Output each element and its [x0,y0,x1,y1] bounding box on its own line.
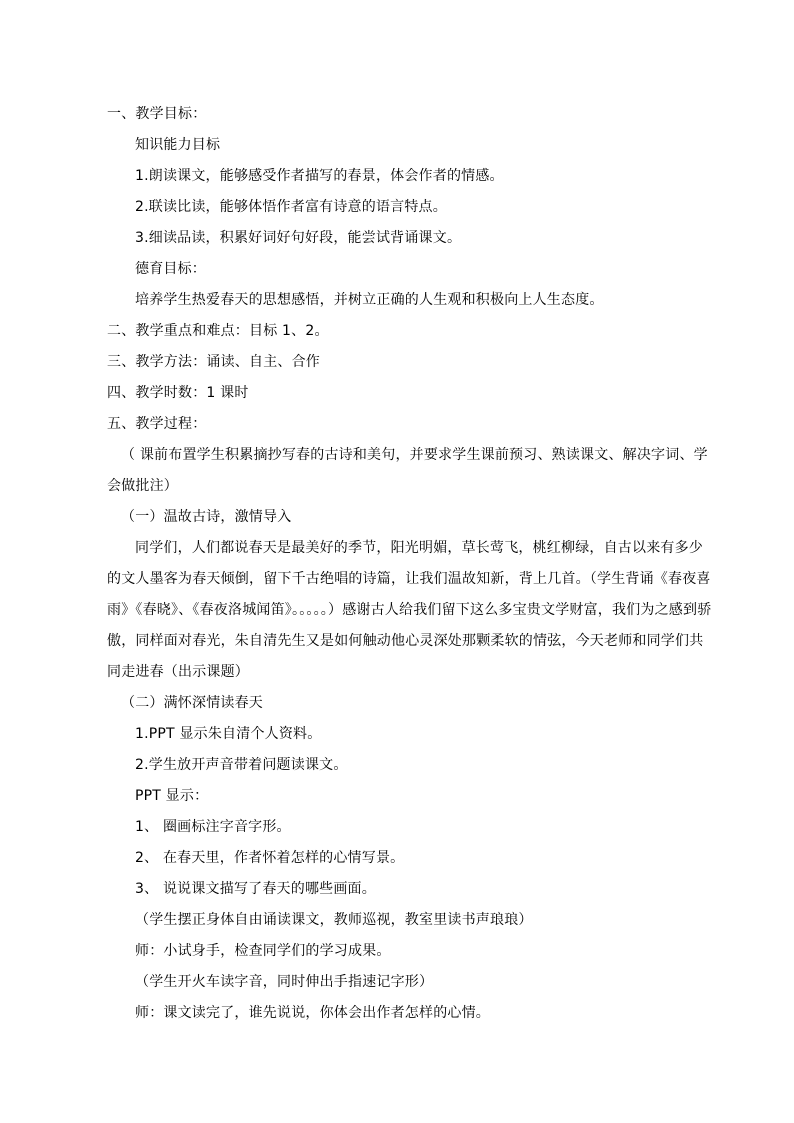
section-heading-process: 五、教学过程： [107,416,207,432]
ppt-item-3: 3、 说说课文描写了春天的哪些画面。 [135,881,376,897]
section-heading-objectives: 一、教学目标： [107,106,207,122]
subheading-moral-goals: 德育目标： [135,261,206,277]
student-reading-note: （学生摆正身体自由诵读课文，教师巡视，教室里读书声琅琅） [135,912,533,928]
step-item-2: 2.学生放开声音带着问题读课文。 [135,757,348,773]
ppt-item-2: 2、 在春天里，作者怀着怎样的心情写景。 [135,850,405,866]
step-heading-1: （一）温故古诗，激情导入 [121,509,292,525]
section-heading-key-points: 二、教学重点和难点：目标 1、2。 [107,323,329,339]
subheading-knowledge-goals: 知识能力目标 [135,137,221,153]
moral-goal-text: 培养学生热爱春天的思想感悟，并树立正确的人生观和积极向上人生态度。 [135,292,604,308]
section-heading-hours: 四、教学时数：1 课时 [107,385,249,401]
goal-item-2: 2.联读比读，能够体悟作者富有诗意的语言特点。 [135,199,447,215]
ppt-item-1: 1、 圈画标注字音字形。 [135,819,291,835]
pre-class-note: （ 课前布置学生积累摘抄写春的古诗和美句，并要求学生课前预习、熟读课文、解决字词、学会做批注） [107,447,708,494]
goal-item-1: 1.朗读课文，能够感受作者描写的春景，体会作者的情感。 [135,168,504,184]
teacher-line-1: 师：小试身手，检查同学们的学习成果。 [135,943,391,959]
section-heading-methods: 三、教学方法：诵读、自主、合作 [107,354,320,370]
ppt-label: PPT 显示： [135,788,209,804]
student-phonics-note: （学生开火车读字音，同时伸出手指速记字形） [135,974,434,990]
teacher-line-2: 师：课文读完了，谁先说说，你体会出作者怎样的心情。 [135,1005,490,1021]
step-heading-2: （二）满怀深情读春天 [121,695,263,711]
goal-item-3: 3.细读品读，积累好词好句好段，能尝试背诵课文。 [135,230,462,246]
step-item-1: 1.PPT 显示朱自清个人资料。 [135,726,322,742]
intro-paragraph: 同学们，人们都说春天是最美好的季节，阳光明媚，草长莺飞，桃红柳绿，自古以来有多少的文人墨客为春天倾倒，留下千古绝唱的诗篇，让我们温故知新，背上几首。（学生背诵《春夜喜雨》《春晓》、《春夜洛城闻笛》。。。。。）感谢古人给我们留下这么多宝贵文学财富，我们为之感到骄傲，同样面对春光，朱自清先生又是如何触动他心灵深处那颗柔软的情弦，今天老师和同学们共同走进春（出示课题） [107,540,712,680]
